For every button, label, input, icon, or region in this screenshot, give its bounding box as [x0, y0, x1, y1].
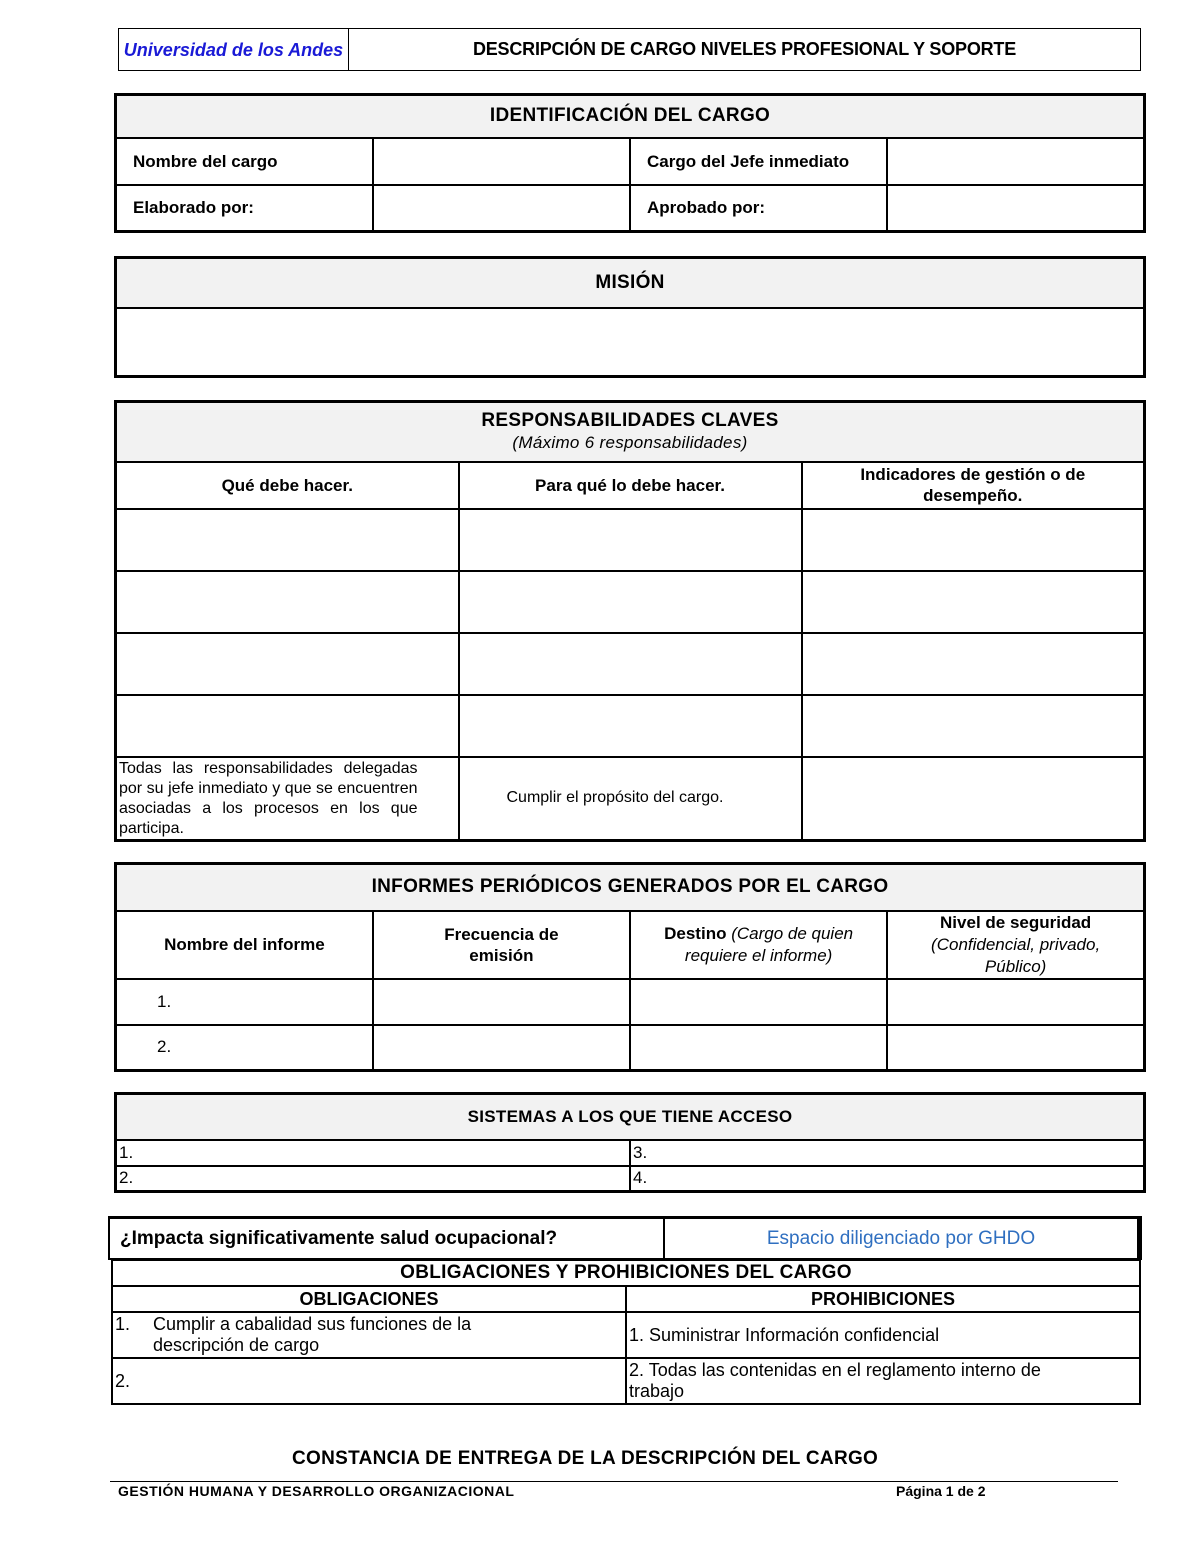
- salud-row: [108, 1216, 1142, 1260]
- jefe-inmediato-label: Cargo del Jefe inmediato: [630, 138, 887, 185]
- resp-2-ind[interactable]: [802, 571, 1145, 633]
- informe-1-nombre[interactable]: 1.: [116, 979, 373, 1025]
- prohibicion-1[interactable]: 1. Suministrar Información confidencial: [626, 1312, 1140, 1358]
- col-obligaciones: OBLIGACIONES: [112, 1286, 626, 1312]
- obligaciones-table: [111, 1259, 1141, 1405]
- obligacion-1[interactable]: [112, 1312, 626, 1358]
- table-row: [116, 633, 1145, 695]
- responsabilidades-heading-cell: [116, 402, 1145, 462]
- resp-2-que[interactable]: [116, 571, 459, 633]
- table-row: [116, 757, 1145, 841]
- identificacion-heading: IDENTIFICACIÓN DEL CARGO: [116, 95, 1145, 138]
- resp-1-que[interactable]: [116, 509, 459, 571]
- informe-2-destino[interactable]: [630, 1025, 887, 1071]
- footer-rule: [110, 1481, 1118, 1482]
- table-row: [112, 1312, 1140, 1358]
- sistemas-heading: SISTEMAS A LOS QUE TIENE ACCESO: [116, 1094, 1145, 1140]
- prohibicion-2[interactable]: 2. Todas las contenidas en el reglamento interno de trabajo: [626, 1358, 1140, 1404]
- col-que-debe-hacer: Qué debe hacer.: [116, 462, 459, 509]
- col-destino-bold: Destino: [664, 923, 727, 943]
- col-nombre-informe: Nombre del informe: [116, 911, 373, 979]
- table-row: [116, 571, 1145, 633]
- table-row: [116, 1025, 1145, 1071]
- table-row: [116, 509, 1145, 571]
- table-row: [116, 1140, 1145, 1166]
- sistema-2[interactable]: 2.: [116, 1166, 631, 1192]
- resp-last-ind[interactable]: [802, 757, 1145, 841]
- responsabilidades-heading: RESPONSABILIDADES CLAVES: [481, 409, 779, 431]
- table-row: [116, 1166, 1145, 1192]
- responsabilidades-table: [114, 400, 1146, 842]
- resp-3-para[interactable]: [459, 633, 802, 695]
- salud-question: ¿Impacta significativamente salud ocupacional?: [110, 1219, 665, 1258]
- mision-heading: MISIÓN: [116, 258, 1145, 308]
- elaborado-por-label: Elaborado por:: [116, 185, 373, 232]
- footer-department: GESTIÓN HUMANA Y DESARROLLO ORGANIZACIONAL: [118, 1483, 515, 1499]
- sistema-1[interactable]: 1.: [116, 1140, 631, 1166]
- resp-4-ind[interactable]: [802, 695, 1145, 757]
- table-row: [116, 695, 1145, 757]
- col-nivel-italic: (Confidencial, privado, Público): [931, 934, 1101, 976]
- informe-2-frecuencia[interactable]: [373, 1025, 630, 1071]
- elaborado-por-field[interactable]: [373, 185, 630, 232]
- resp-1-ind[interactable]: [802, 509, 1145, 571]
- informes-heading: INFORMES PERIÓDICOS GENERADOS POR EL CARGO: [116, 864, 1145, 911]
- resp-2-para[interactable]: [459, 571, 802, 633]
- document-title: DESCRIPCIÓN DE CARGO NIVELES PROFESIONAL Y SOPORTE: [349, 29, 1141, 71]
- informe-1-nivel[interactable]: [887, 979, 1144, 1025]
- salud-answer-field[interactable]: Espacio diligenciado por GHDO: [766, 1228, 1036, 1249]
- table-row: [116, 979, 1145, 1025]
- aprobado-por-label: Aprobado por:: [630, 185, 887, 232]
- resp-3-ind[interactable]: [802, 633, 1145, 695]
- obligaciones-heading: OBLIGACIONES Y PROHIBICIONES DEL CARGO: [112, 1260, 1140, 1286]
- sistema-4[interactable]: 4.: [630, 1166, 1145, 1192]
- responsabilidades-subheading: (Máximo 6 responsabilidades): [512, 432, 748, 452]
- document-header: [118, 28, 1141, 71]
- aprobado-por-field[interactable]: [887, 185, 1144, 232]
- obligacion-2[interactable]: 2.: [112, 1358, 626, 1404]
- col-destino-italic: (Cargo de quien requiere el informe): [684, 923, 854, 965]
- resp-1-para[interactable]: [459, 509, 802, 571]
- informe-1-frecuencia[interactable]: [373, 979, 630, 1025]
- informe-2-nombre[interactable]: 2.: [116, 1025, 373, 1071]
- mision-table: [114, 256, 1146, 378]
- obligacion-1-text: Cumplir a cabalidad sus funciones de la descripción de cargo: [153, 1314, 472, 1355]
- informe-1-destino[interactable]: [630, 979, 887, 1025]
- col-destino: [630, 911, 887, 979]
- col-nivel-bold: Nivel de seguridad: [940, 912, 1092, 932]
- sistemas-table: [114, 1092, 1146, 1193]
- informes-table: [114, 862, 1146, 1072]
- constancia-title: CONSTANCIA DE ENTREGA DE LA DESCRIPCIÓN DEL CARGO: [292, 1448, 879, 1469]
- col-para-que: Para qué lo debe hacer.: [459, 462, 802, 509]
- col-frecuencia: Frecuencia de emisión: [373, 911, 630, 979]
- resp-4-que[interactable]: [116, 695, 459, 757]
- resp-4-para[interactable]: [459, 695, 802, 757]
- resp-last-que: Todas las responsabilidades delegadas por su jefe inmediato y que se encuentren asociadas a los procesos en los que participa.: [116, 757, 459, 841]
- sistema-3[interactable]: 3.: [630, 1140, 1145, 1166]
- resp-last-para: Cumplir el propósito del cargo.: [459, 757, 802, 841]
- jefe-inmediato-field[interactable]: [887, 138, 1144, 185]
- col-nivel: [887, 911, 1144, 979]
- col-prohibiciones: PROHIBICIONES: [626, 1286, 1140, 1312]
- nombre-cargo-field[interactable]: [373, 138, 630, 185]
- page-number: Página 1 de 2: [896, 1483, 986, 1499]
- mision-field[interactable]: [116, 308, 1145, 377]
- informe-2-nivel[interactable]: [887, 1025, 1144, 1071]
- obligacion-1-num: 1.: [115, 1314, 131, 1334]
- university-logo-text: Universidad de los Andes: [119, 29, 349, 71]
- resp-3-que[interactable]: [116, 633, 459, 695]
- col-indicadores: Indicadores de gestión o de desempeño.: [802, 462, 1145, 509]
- identificacion-table: [114, 93, 1146, 233]
- table-row: [112, 1358, 1140, 1404]
- nombre-cargo-label: Nombre del cargo: [116, 138, 373, 185]
